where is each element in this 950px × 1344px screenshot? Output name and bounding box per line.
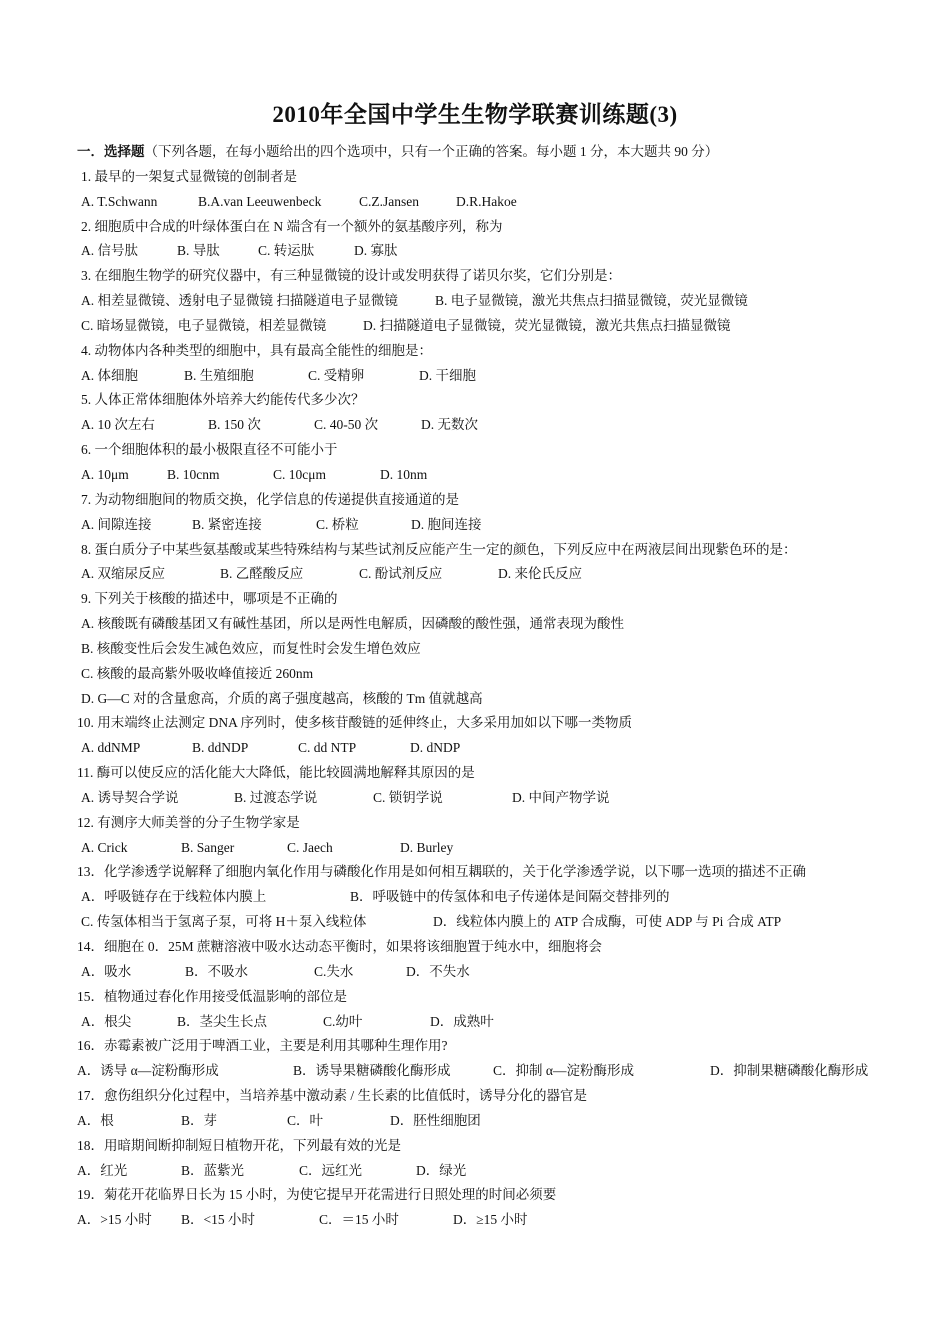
- option: D. 中间产物学说: [512, 789, 610, 805]
- option-row: [77, 190, 877, 215]
- question-stem: 8. 蛋白质分子中某些氨基酸或某些特殊结构与某些试剂反应能产生一定的颜色，下列反应中在两液层间出现紫色环的是：: [81, 541, 797, 557]
- option-row: [77, 289, 877, 314]
- question-stem: 7. 为动物细胞间的物质交换，化学信息的传递提供直接通道的是: [81, 491, 459, 507]
- option: D. Burley: [400, 839, 454, 855]
- option: D．胚性细胞团: [390, 1112, 481, 1128]
- option: A．吸水: [81, 963, 132, 979]
- option: A. 体细胞: [81, 367, 138, 383]
- option: A．红光: [77, 1162, 128, 1178]
- question-stem: 19．菊花开花临界日长为 15 小时，为使它提早开花需进行日照处理的时间必须要: [77, 1187, 557, 1203]
- option-row: [77, 836, 877, 861]
- option: C．＝15 小时: [319, 1212, 399, 1228]
- option: A. 10μm: [81, 466, 129, 482]
- option: D. 干细胞: [419, 367, 476, 383]
- option: C. 锁钥学说: [373, 789, 443, 805]
- option: D．成熟叶: [430, 1013, 494, 1029]
- option: C. 受精卵: [308, 367, 365, 383]
- option: A. T.Schwann: [81, 193, 158, 209]
- option: A. 信号肽: [81, 243, 138, 259]
- question-stem: 16．赤霉素被广泛用于啤酒工业，主要是利用其哪种生理作用?: [77, 1038, 448, 1054]
- option-row: [77, 786, 877, 811]
- question-stem: 3. 在细胞生物学的研究仪器中，有三种显微镜的设计或发明获得了诺贝尔奖，它们分别是：: [81, 268, 621, 284]
- option-row: [77, 960, 877, 985]
- question-stem: 5. 人体正常体细胞体外培养大约能传代多少次？: [81, 392, 365, 408]
- option: D. 无数次: [421, 417, 478, 433]
- option: A．根尖: [81, 1013, 132, 1029]
- option: A. ddNMP: [81, 740, 141, 756]
- question-stem: 10. 用末端终止法测定 DNA 序列时，使多核苷酸链的延伸终止，大多采用加如以下哪一类物质: [77, 715, 633, 731]
- option: B．<15 小时: [181, 1212, 255, 1228]
- question-stem: 6. 一个细胞体积的最小极限直径不可能小于: [81, 442, 338, 458]
- option: C．抑制 α—淀粉酶形成: [493, 1063, 634, 1079]
- option: C.失水: [314, 963, 354, 979]
- option-row: [77, 1159, 877, 1184]
- option: B. 导肽: [177, 243, 220, 259]
- option: C. 暗场显微镜，电子显微镜，相差显微镜: [81, 317, 327, 333]
- option-row: [77, 413, 877, 438]
- option: B. 150 次: [208, 417, 261, 433]
- option: A．根: [77, 1112, 114, 1128]
- option: B．呼吸链中的传氢体和电子传递体是间隔交替排列的: [350, 889, 670, 905]
- option-row: [77, 239, 877, 264]
- option: B．不吸水: [185, 963, 249, 979]
- option: C. 10cμm: [273, 466, 326, 482]
- option-row: D. G—C 对的含量愈高，介质的离子强度越高，核酸的 Tm 值就越高: [81, 690, 483, 706]
- option: C．叶: [287, 1112, 324, 1128]
- option: B．芽: [181, 1112, 218, 1128]
- option-row: [77, 314, 877, 339]
- option-row: [77, 910, 877, 935]
- option: D．线粒体内膜上的 ATP 合成酶，可使 ADP 与 Pi 合成 ATP: [433, 914, 782, 930]
- option: A．呼吸链存在于线粒体内膜上: [81, 889, 267, 905]
- question-list: [77, 140, 877, 1233]
- option: A. 双缩尿反应: [81, 566, 165, 582]
- question-stem: 15．植物通过春化作用接受低温影响的部位是: [77, 988, 347, 1004]
- option: B. 乙醛酸反应: [220, 566, 304, 582]
- option: C. 40-50 次: [314, 417, 379, 433]
- option: D．不失水: [406, 963, 470, 979]
- option: C.幼叶: [323, 1013, 363, 1029]
- option-row: [77, 1208, 877, 1233]
- question-stem: 4. 动物体内各种类型的细胞中，具有最高全能性的细胞是：: [81, 342, 432, 358]
- option: A. 10 次左右: [81, 417, 155, 433]
- option: D. 寡肽: [354, 243, 398, 259]
- option: B.A.van Leeuwenbeck: [198, 193, 322, 209]
- option: B．诱导果糖磷酸化酶形成: [293, 1063, 451, 1079]
- option: C. 酚试剂反应: [359, 566, 443, 582]
- question-stem: 11. 酶可以使反应的活化能大大降低，能比较圆满地解释其原因的是: [77, 765, 475, 781]
- option-row: [77, 736, 877, 761]
- option-row: C. 核酸的最高紫外吸收峰值接近 260nm: [81, 665, 314, 681]
- option-row: [77, 364, 877, 389]
- option: C.Z.Jansen: [359, 193, 419, 209]
- option: B. 生殖细胞: [184, 367, 254, 383]
- option-row: B. 核酸变性后会发生减色效应，而复性时会发生增色效应: [81, 640, 421, 656]
- question-stem: 12. 有测序大师美誉的分子生物学家是: [77, 814, 300, 830]
- section-heading: 一．选择题: [77, 144, 145, 159]
- option: C．远红光: [299, 1162, 363, 1178]
- option: A. Crick: [81, 839, 128, 855]
- option: D. 胞间连接: [411, 516, 482, 532]
- option: D. dNDP: [410, 740, 461, 756]
- option: D. 扫描隧道电子显微镜，荧光显微镜，激光共焦点扫描显微镜: [363, 317, 731, 333]
- option-row: [77, 463, 877, 488]
- option: B. Sanger: [181, 839, 235, 855]
- option-row: [77, 885, 877, 910]
- option: C. 桥粒: [316, 516, 359, 532]
- question-stem: 2. 细胞质中合成的叶绿体蛋白在 N 端含有一个额外的氨基酸序列，称为: [81, 218, 503, 234]
- option-row: A. 核酸既有磷酸基团又有碱性基团，所以是两性电解质，因磷酸的酸性强，通常表现为酸性: [81, 616, 624, 632]
- option: B. 过渡态学说: [234, 789, 318, 805]
- option: C. 传氢体相当于氢离子泵，可将 H＋泵入线粒体: [81, 914, 367, 930]
- option: B. 紧密连接: [192, 516, 262, 532]
- option: D．≥15 小时: [453, 1212, 528, 1228]
- question-stem: 13．化学渗透学说解释了细胞内氧化作用与磷酸化作用是如何相互耦联的，关于化学渗透学说，以下哪一选项的描述不正确: [77, 864, 806, 880]
- page-title: 2010年全国中学生生物学联赛训练题(3): [272, 102, 678, 127]
- option: A. 相差显微镜、透射电子显微镜 扫描隧道电子显微镜: [81, 293, 398, 309]
- option: C. 转运肽: [258, 243, 315, 259]
- option: D. 来伦氏反应: [498, 566, 582, 582]
- option-row: [77, 1059, 877, 1084]
- option: B. 电子显微镜，激光共焦点扫描显微镜，荧光显微镜: [435, 293, 748, 309]
- question-stem: 9. 下列关于核酸的描述中，哪项是不正确的: [81, 591, 338, 607]
- question-stem: 1. 最早的一架复式显微镜的创制者是: [81, 168, 297, 184]
- option: A．>15 小时: [77, 1212, 152, 1228]
- option: D. 10nm: [380, 466, 428, 482]
- question-stem: 17．愈伤组织分化过程中，当培养基中激动素 / 生长素的比值低时，诱导分化的器官是: [77, 1088, 587, 1104]
- option: A. 间隙连接: [81, 516, 152, 532]
- option-row: [77, 562, 877, 587]
- option: D．抑制果糖磷酸化酶形成: [710, 1063, 869, 1079]
- option: B. ddNDP: [192, 740, 249, 756]
- section-header: [77, 140, 877, 165]
- option: D．绿光: [416, 1162, 467, 1178]
- option: D.R.Hakoe: [456, 193, 517, 209]
- option-row: [77, 1010, 877, 1035]
- question-stem: 14．细胞在 0．25M 蔗糖溶液中吸水达动态平衡时，如果将该细胞置于纯水中，细胞将会: [77, 939, 603, 954]
- option: B．蓝紫光: [181, 1162, 245, 1178]
- question-stem: 18．用暗期间断抑制短日植物开花，下列最有效的光是: [77, 1137, 401, 1153]
- option: B．茎尖生长点: [177, 1013, 268, 1029]
- option-row: [77, 1109, 877, 1134]
- option: C. dd NTP: [298, 740, 357, 756]
- section-instructions: （下列各题，在每小题给出的四个选项中，只有一个正确的答案。每小题 1 分，本大题共 90 分）: [144, 144, 719, 159]
- option-row: [77, 513, 877, 538]
- option: C. Jaech: [287, 839, 333, 855]
- option: A．诱导 α—淀粉酶形成: [77, 1063, 219, 1079]
- option: B. 10cnm: [167, 466, 220, 482]
- option: A. 诱导契合学说: [81, 789, 179, 805]
